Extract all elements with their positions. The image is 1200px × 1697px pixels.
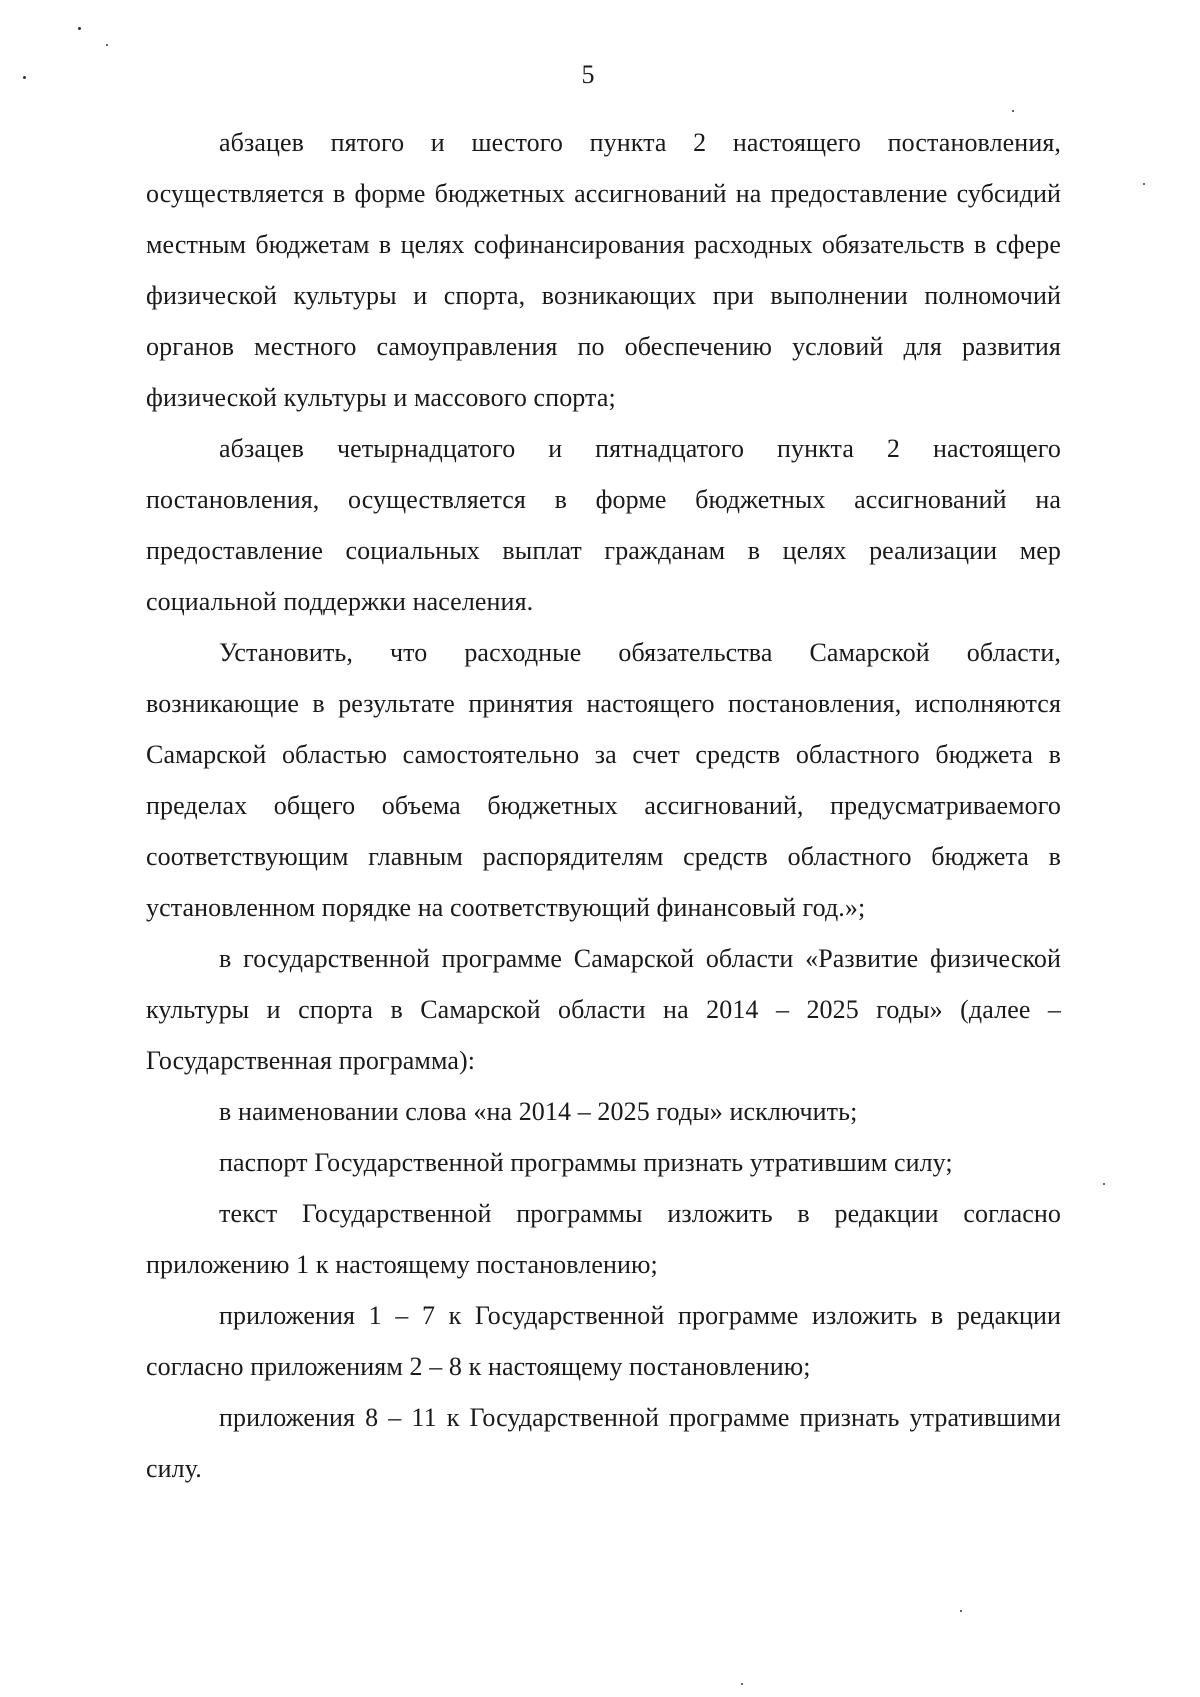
scan-speck xyxy=(23,76,26,79)
paragraph-3: Установить, что расходные обязательства Самарской области, возникающие в результате принятия настоящего постановления, исполняются Самарской областью самостоятельно за счет средств областного бюджета в пределах общего объема бюджетных ассигнований, предусматриваемого соответствующим главным распорядителям средств областного бюджета в установленном порядке на соответствующий финансовый год.»; xyxy=(146,638,1061,922)
scan-speck xyxy=(960,1610,962,1612)
document-body xyxy=(146,117,1061,1494)
paragraph-7: текст Государственной программы изложить в редакции согласно приложению 1 к настоящему постановлению; xyxy=(146,1199,1061,1279)
scan-speck xyxy=(741,1683,743,1685)
scan-speck xyxy=(1012,110,1014,112)
paragraph-1: абзацев пятого и шестого пункта 2 настоящего постановления, осуществляется в форме бюджетных ассигнований на предоставление субсидий местным бюджетам в целях софинансирования расходных обязательств в сфере физической культуры и спорта, возникающих при выполнении полномочий органов местного самоуправления по обеспечению условий для развития физической культуры и массового спорта; xyxy=(146,128,1061,412)
paragraph-9: приложения 8 – 11 к Государственной программе признать утратившими силу. xyxy=(146,1403,1061,1483)
paragraph-2: абзацев четырнадцатого и пятнадцатого пункта 2 настоящего постановления, осуществляется в форме бюджетных ассигнований на предоставление социальных выплат гражданам в целях реализации мер социальной поддержки населения. xyxy=(146,434,1061,616)
scan-speck xyxy=(106,44,108,46)
paragraph-8: приложения 1 – 7 к Государственной программе изложить в редакции согласно приложениям 2 – 8 к настоящему постановлению; xyxy=(146,1301,1061,1381)
scan-speck xyxy=(1103,1183,1105,1185)
paragraph-6: паспорт Государственной программы признать утратившим силу; xyxy=(219,1148,953,1177)
page-number: 5 xyxy=(581,60,595,89)
paragraph-5: в наименовании слова «на 2014 – 2025 годы» исключить; xyxy=(219,1097,858,1126)
paragraph-4: в государственной программе Самарской области «Развитие физической культуры и спорта в Самарской области на 2014 – 2025 годы» (далее – Государственная программа): xyxy=(146,944,1061,1075)
scan-speck xyxy=(1143,183,1145,185)
scan-speck xyxy=(78,27,81,30)
